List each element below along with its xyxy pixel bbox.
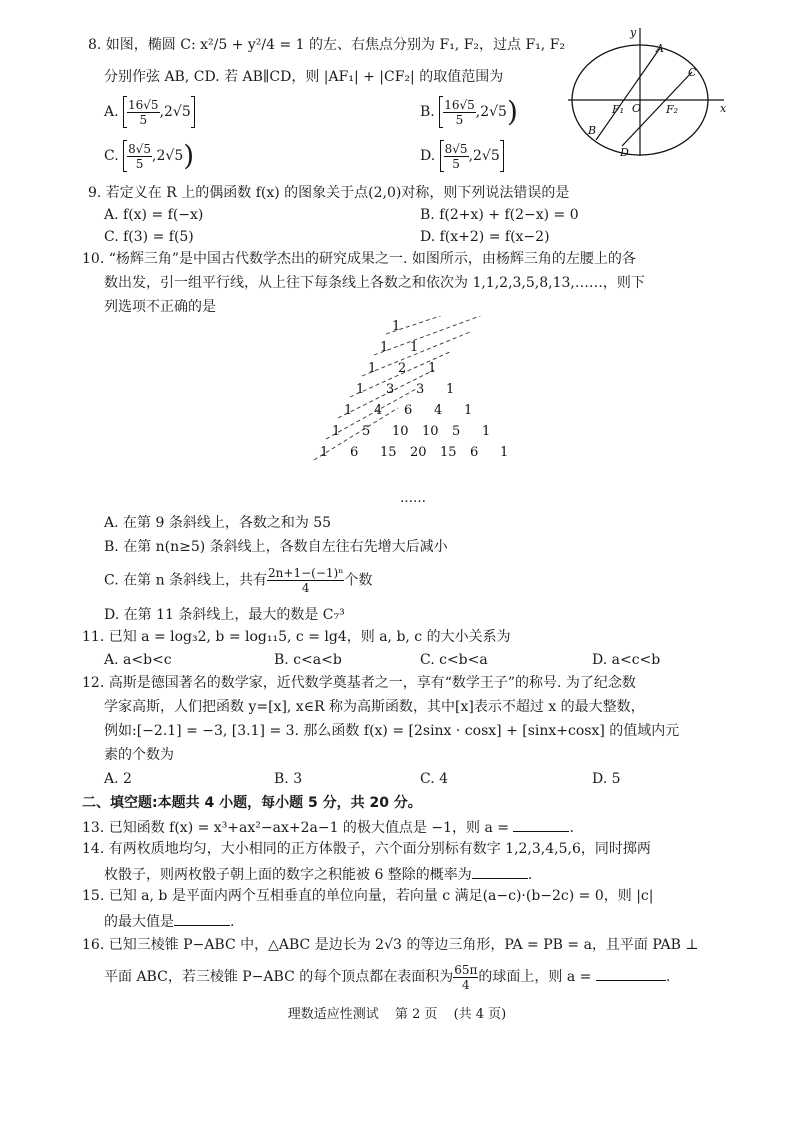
triangle-number: 1 (446, 382, 455, 397)
q8-line1: 8. 如图，椭圆 C: x²/5 + y²/4 = 1 的左、右焦点分别为 F₁, F₂，过点 F₁, F₂ (88, 37, 566, 53)
triangle-number: 10 (422, 424, 439, 439)
triangle-number: 1 (356, 382, 365, 397)
q15-line2: 的最大值是 . (104, 911, 234, 931)
footer-page: 第 2 页 (394, 1007, 438, 1022)
q11-option-d: D. a<c<b (592, 652, 661, 668)
q12-line1: 12. 高斯是德国著名的数学家，近代数学奠基者之一，享有“数学王子”的称号. 为了纪念数 (82, 675, 636, 691)
triangle-number: 6 (350, 445, 359, 460)
label-y: y (630, 26, 637, 39)
triangle-number: 1 (500, 445, 509, 460)
q10-line1: 10. “杨辉三角”是中国古代数学杰出的研究成果之一. 如图所示，由杨辉三角的左腰上的各 (82, 251, 636, 267)
q16-line1: 16. 已知三棱锥 P−ABC 中，△ABC 是边长为 2√3 的等边三角形，PA = PB = a，且平面 PAB ⊥ (82, 937, 699, 953)
q14-line1: 14. 有两枚质地均匀，大小相同的正方体骰子，六个面分别标有数字 1,2,3,4,5,6，同时掷两 (82, 841, 651, 857)
triangle-number: 10 (392, 424, 409, 439)
label-c: C (688, 66, 697, 79)
triangle-number: 1 (380, 340, 389, 355)
q11-option-b: B. c<a<b (274, 652, 342, 668)
label-d: D (620, 146, 629, 159)
triangle-number: 2 (398, 361, 407, 376)
triangle-numbers (320, 319, 508, 460)
q9-stem: 9. 若定义在 R 上的偶函数 f(x) 的图象关于点(2,0)对称，则下列说法错误的是 (88, 185, 570, 201)
q9-option-a: A. f(x) = f(−x) (104, 207, 204, 223)
triangle-number: 15 (380, 445, 397, 460)
triangle-number: 5 (362, 424, 371, 439)
q9-option-d: D. f(x+2) = f(x−2) (420, 229, 550, 245)
label-b: B (588, 124, 597, 137)
q11-option-a: A. a<b<c (104, 652, 172, 668)
q13-answer-blank[interactable] (513, 817, 569, 832)
triangle-number: 5 (452, 424, 461, 439)
diagonal-lines (314, 316, 509, 460)
triangle-number: 1 (482, 424, 491, 439)
q12-option-a: A. 2 (104, 771, 132, 787)
q8-option-a: A. $\frac{16√5}{5}$ ,2√5 (104, 96, 195, 128)
q9-option-b: B. f(2+x) + f(2−x) = 0 (420, 207, 579, 223)
triangle-number: 20 (410, 445, 427, 460)
triangle-number: 1 (344, 403, 353, 418)
q15-line1: 15. 已知 a, b 是平面内两个互相垂直的单位向量，若向量 c 满足(a−c)·(b−2c) = 0，则 |c| (82, 888, 654, 904)
label-a: A (656, 42, 664, 55)
section-heading: 二、填空题:本题共 4 小题，每小题 5 分，共 20 分。 (82, 795, 422, 811)
q15-answer-blank[interactable] (174, 911, 230, 926)
triangle-number: 1 (368, 361, 377, 376)
q8-line2: 分别作弦 AB, CD. 若 AB∥CD，则 |AF₁| + |CF₂| 的取值范围为 (104, 69, 504, 85)
triangle-number: 1 (392, 319, 401, 334)
q12-line2: 学家高斯，人们把函数 y=[x], x∈R 称为高斯函数，其中[x]表示不超过 x 的最大整数， (104, 699, 645, 715)
triangle-number: 3 (386, 382, 395, 397)
triangle-number: 1 (332, 424, 341, 439)
triangle-number: 6 (470, 445, 479, 460)
q12-line3: 例如:[−2.1] = −3, [3.1] = 3. 那么函数 f(x) = [2sinx · cosx] + [sinx+cosx] 的值域内元 (104, 723, 680, 739)
triangle-number: 15 (440, 445, 457, 460)
ellipse-figure (560, 22, 730, 162)
q8-option-c: C. $\frac{8√5}{5}$ ,2√5) (104, 139, 195, 172)
q14-answer-blank[interactable] (472, 864, 528, 879)
label-x: x (720, 102, 727, 115)
q12-option-d: D. 5 (592, 771, 621, 787)
q16-line2: 平面 ABC，若三棱锥 P−ABC 的每个顶点都在表面积为 $\frac{65\pi}{4}$ 的球面上，则 a = . (104, 962, 671, 992)
triangle-number: 3 (416, 382, 425, 397)
diagonal-line (386, 316, 506, 334)
q13: 13. 已知函数 f(x) = x³+ax²−ax+2a−1 的极大值点是 −1，则 a = . (82, 817, 574, 837)
q10-line3: 列选项不正确的是 (104, 299, 216, 315)
q12-option-b: B. 3 (274, 771, 303, 787)
triangle-ellipsis: …… (400, 491, 426, 506)
yang-hui-triangle (290, 316, 530, 506)
page-footer (0, 1003, 794, 1022)
triangle-number: 1 (464, 403, 473, 418)
triangle-number: 1 (410, 340, 419, 355)
triangle-number: 1 (320, 445, 329, 460)
label-o: O (632, 102, 642, 115)
q11-option-c: C. c<b<a (420, 652, 488, 668)
q12-option-c: C. 4 (420, 771, 449, 787)
q14-line2: 枚骰子，则两枚骰子朝上面的数字之积能被 6 整除的概率为 . (104, 864, 532, 884)
q16-answer-blank[interactable] (596, 966, 666, 981)
q11-stem: 11. 已知 a = log₃2, b = log₁₁5, c = lg4，则 a, b, c 的大小关系为 (82, 629, 511, 645)
q10-option-b: B. 在第 n(n≥5) 条斜线上，各数自左往右先增大后减小 (104, 539, 448, 555)
label-f1: F₁ (612, 103, 625, 116)
q10-option-a: A. 在第 9 条斜线上，各数之和为 55 (104, 515, 332, 531)
label-f2: F₂ (666, 103, 679, 116)
q9-option-c: C. f(3) = f(5) (104, 229, 194, 245)
q10-option-c: C. 在第 n 条斜线上，共有 $\frac{\text{2n+1−(−1)ⁿ}}{4}$ 个数 (104, 566, 373, 595)
q8-option-b: B. $\frac{16√5}{5}$ ,2√5) (420, 95, 518, 128)
chord-ab (596, 48, 660, 140)
triangle-number: 1 (428, 361, 437, 376)
q10-line2: 数出发，引一组平行线，从上往下每条线上各数之和依次为 1,1,2,3,5,8,13,……，则下 (104, 275, 645, 291)
footer-subject: 理数适应性测试 (287, 1007, 379, 1022)
triangle-number: 4 (434, 403, 443, 418)
triangle-number: 4 (374, 403, 383, 418)
q12-line4: 素的个数为 (104, 747, 174, 763)
footer-total: (共 4 页) (453, 1007, 507, 1022)
triangle-number: 6 (404, 403, 413, 418)
q10-option-d: D. 在第 11 条斜线上，最大的数是 C₇³ (104, 607, 345, 623)
q8-option-d: D. $\frac{8√5}{5}$ ,2√5 (420, 140, 504, 172)
